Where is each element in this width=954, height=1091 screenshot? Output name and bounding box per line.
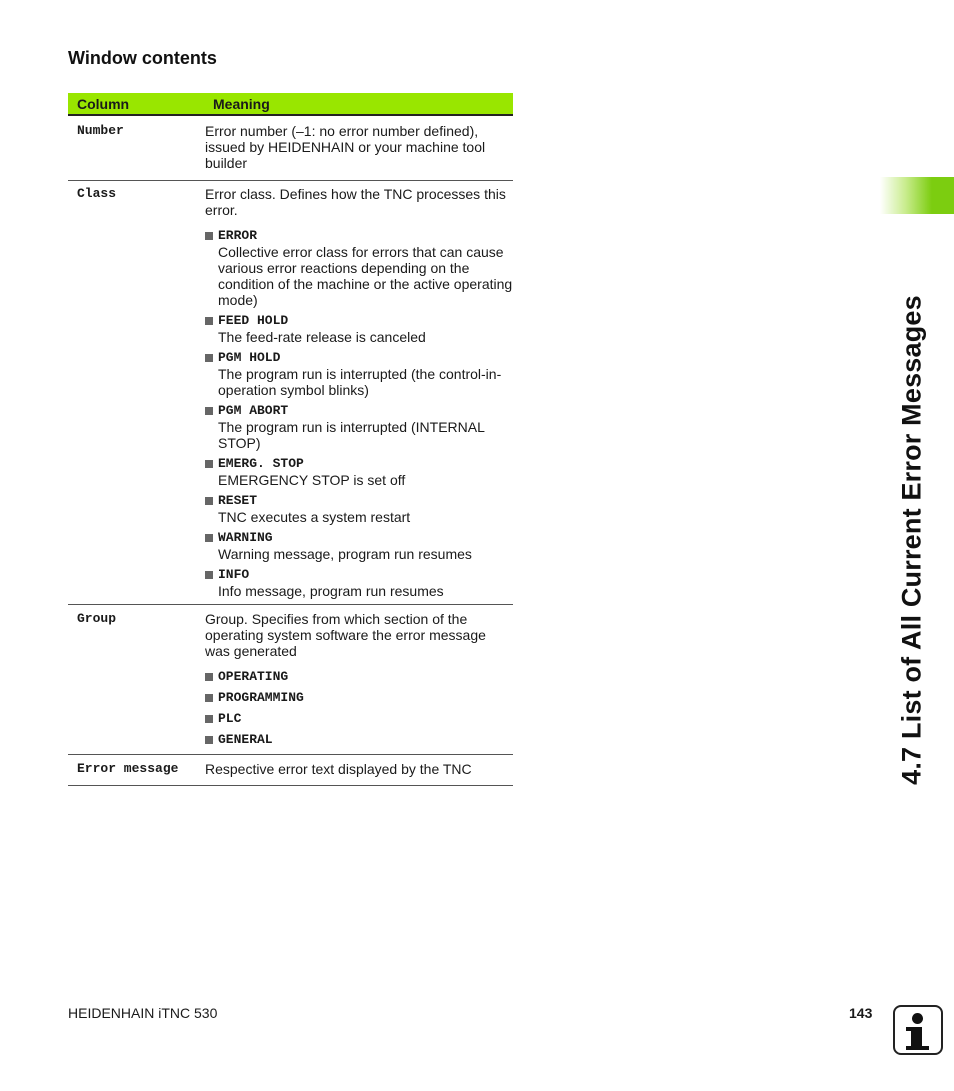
item-text: Collective error class for errors that can cause various error reactions depending on the condition of the machine or the active operating mode): [218, 244, 513, 308]
header-column: Column: [77, 95, 130, 112]
square-bullet-icon: [205, 232, 213, 240]
row-name: Group: [77, 611, 117, 626]
square-bullet-icon: [205, 715, 213, 723]
square-bullet-icon: [205, 736, 213, 744]
row-name: Error message: [77, 761, 179, 776]
item-code: WARNING: [218, 530, 273, 545]
square-bullet-icon: [205, 497, 213, 505]
item-code: PGM ABORT: [218, 403, 289, 418]
item-text: Info message, program run resumes: [218, 583, 444, 599]
item-text: The program run is interrupted (INTERNAL STOP): [218, 419, 485, 451]
item-code: EMERG. STOP: [218, 456, 304, 471]
item-text: EMERGENCY STOP is set off: [218, 472, 406, 488]
square-bullet-icon: [205, 571, 213, 579]
list-item: [205, 732, 513, 748]
item-code: PGM HOLD: [218, 350, 281, 365]
list-item: [205, 669, 513, 685]
list-item: [205, 567, 513, 599]
table-row: [68, 605, 513, 755]
item-code: FEED HOLD: [218, 313, 289, 328]
item-text: TNC executes a system restart: [218, 509, 411, 525]
square-bullet-icon: [205, 460, 213, 468]
list-item: [205, 350, 513, 398]
row-description: Error number (–1: no error number defined), issued by HEIDENHAIN or your machine tool builder: [205, 123, 486, 171]
info-icon: [893, 1005, 943, 1055]
list-item: [205, 228, 513, 308]
table-row: [68, 181, 513, 605]
list-item: [205, 313, 513, 345]
header-meaning: Meaning: [213, 95, 270, 112]
list-item: [205, 403, 513, 451]
table-row: [68, 116, 513, 181]
square-bullet-icon: [205, 534, 213, 542]
item-code: RESET: [218, 493, 258, 508]
square-bullet-icon: [205, 407, 213, 415]
row-description: Error class. Defines how the TNC processes this error.: [205, 186, 506, 218]
item-code: PROGRAMMING: [218, 690, 304, 705]
item-text: The program run is interrupted (the control-in-operation symbol blinks): [218, 366, 502, 398]
footer-product: HEIDENHAIN iTNC 530: [68, 1005, 218, 1021]
chapter-side-title: 4.7 List of All Current Error Messages: [896, 295, 927, 785]
table-row: [68, 755, 513, 786]
page-number: 143: [849, 1005, 873, 1021]
row-description: Group. Specifies from which section of the operating system software the error message was generated: [205, 611, 486, 659]
square-bullet-icon: [205, 694, 213, 702]
row-description: Respective error text displayed by the TNC: [205, 761, 472, 777]
square-bullet-icon: [205, 354, 213, 362]
item-text: Warning message, program run resumes: [218, 546, 472, 562]
chapter-tab-marker: [880, 177, 954, 214]
list-item: [205, 456, 513, 488]
item-text: The feed-rate release is canceled: [218, 329, 426, 345]
item-code: INFO: [218, 567, 250, 582]
item-code: PLC: [218, 711, 242, 726]
window-contents-table: [68, 93, 513, 786]
list-item: [205, 711, 513, 727]
item-code: OPERATING: [218, 669, 289, 684]
section-heading: Window contents: [68, 48, 217, 68]
item-code: GENERAL: [218, 732, 273, 747]
square-bullet-icon: [205, 673, 213, 681]
class-list: [205, 228, 513, 599]
list-item: [205, 493, 513, 525]
item-code: ERROR: [218, 228, 258, 243]
list-item: [205, 530, 513, 562]
list-item: [205, 690, 513, 706]
group-list: [205, 669, 513, 748]
table-header: [68, 93, 513, 116]
row-name: Class: [77, 186, 117, 201]
square-bullet-icon: [205, 317, 213, 325]
row-name: Number: [77, 123, 124, 138]
